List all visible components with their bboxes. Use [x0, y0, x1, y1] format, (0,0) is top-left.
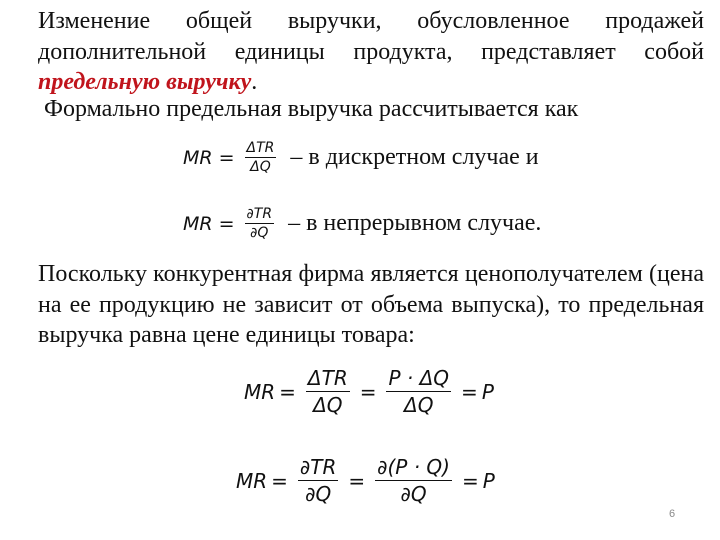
- big-continuous-denominator-1: ∂Q: [305, 482, 332, 506]
- big-continuous-numerator-2: ∂(P · Q): [377, 455, 450, 479]
- big-discrete-denominator-2: ΔQ: [404, 393, 434, 417]
- formula-continuous-numerator: ∂TR: [246, 206, 273, 222]
- formula-discrete-description: – в дискретном случае и: [290, 144, 539, 170]
- formula-continuous: [183, 206, 541, 241]
- competitive-line-3: выручка равна цене единицы товара:: [38, 322, 415, 348]
- big-discrete-numerator-2: P · ΔQ: [388, 366, 450, 390]
- intro-period: .: [251, 69, 258, 95]
- big-discrete-eq-2: =: [359, 379, 377, 404]
- big-continuous-fraction-1: [298, 455, 338, 506]
- big-continuous-fraction-2: [375, 455, 452, 506]
- big-discrete-denominator-1: ΔQ: [313, 393, 343, 417]
- big-discrete-eq-1: =: [279, 379, 296, 404]
- formula-discrete-fraction: [245, 140, 277, 175]
- big-discrete-lhs: MR: [244, 379, 276, 404]
- big-continuous-eq-1: =: [271, 468, 288, 493]
- intro-line-2: дополнительной единицы продукта, представляет собой: [38, 38, 704, 65]
- formula-discrete-eq: =: [218, 146, 235, 169]
- formula-discrete: [183, 140, 539, 175]
- big-discrete-fraction-2: [386, 366, 451, 417]
- big-discrete-rhs: P: [481, 379, 494, 404]
- big-continuous-eq-2: =: [348, 468, 366, 493]
- formula-continuous-fraction: [245, 206, 275, 241]
- formula-discrete-lhs: MR: [183, 146, 213, 169]
- intro-paragraph: [38, 6, 704, 98]
- formula-discrete-denominator: ΔQ: [250, 159, 271, 175]
- formula-big-continuous: [236, 455, 495, 506]
- big-continuous-numerator-1: ∂TR: [299, 455, 337, 479]
- big-discrete-fraction-1: [306, 366, 350, 417]
- big-continuous-denominator-2: ∂Q: [400, 482, 427, 506]
- marginal-revenue-term: предельную выручку: [38, 69, 252, 95]
- intro-line-1: Изменение общей выручки, обусловленное продажей: [38, 8, 704, 34]
- formula-discrete-numerator: ΔTR: [246, 140, 275, 156]
- competitive-line-1: Поскольку конкурентная фирма является ценополучателем (цена: [38, 261, 704, 287]
- big-continuous-rhs: P: [482, 468, 495, 493]
- formula-continuous-lhs: MR: [183, 212, 213, 235]
- formal-definition-text: Формально предельная выручка рассчитывается как: [44, 96, 579, 122]
- big-discrete-eq-3: =: [461, 379, 478, 404]
- competitive-line-2: на ее продукцию не зависит от объема выпуска), то предельная: [38, 291, 704, 318]
- page-number: 6: [669, 508, 676, 520]
- big-continuous-lhs: MR: [236, 468, 268, 493]
- formula-continuous-denominator: ∂Q: [250, 225, 269, 241]
- formula-continuous-eq: =: [218, 212, 235, 235]
- competitive-paragraph: [38, 259, 704, 351]
- big-discrete-numerator-1: ΔTR: [307, 366, 348, 390]
- formula-big-discrete: [244, 366, 494, 417]
- formula-continuous-description: – в непрерывном случае.: [288, 210, 542, 236]
- intro-line-3: [38, 67, 704, 98]
- big-continuous-eq-3: =: [461, 468, 479, 493]
